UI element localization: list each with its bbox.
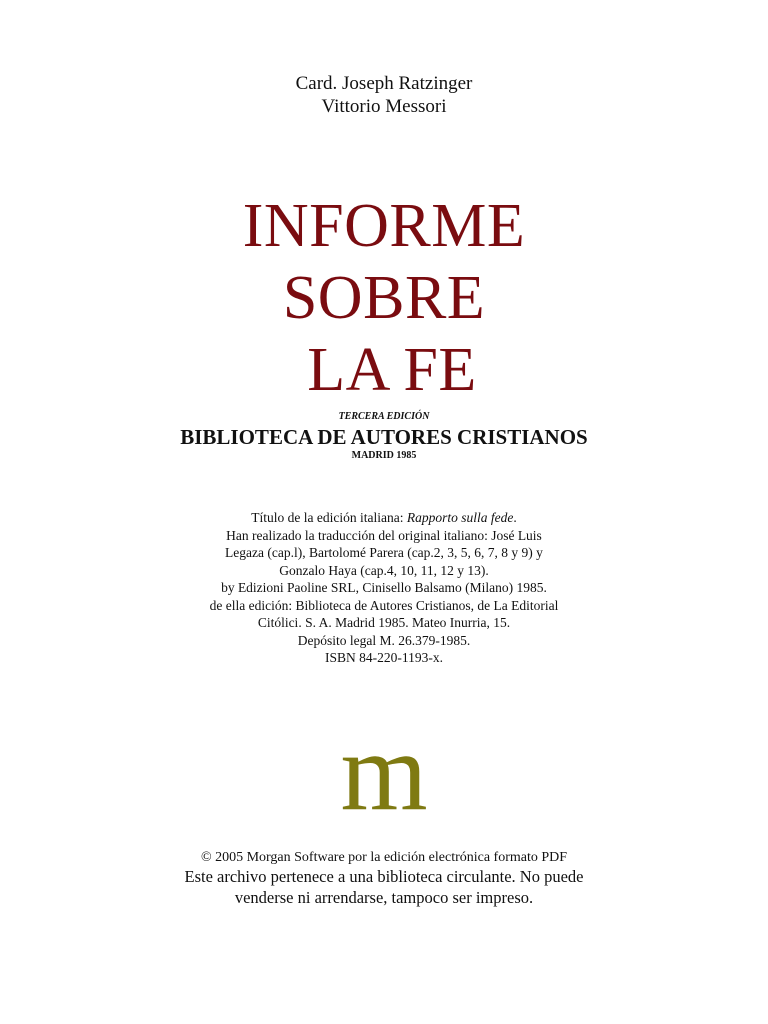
- rights-line: Citólici. S. A. Madrid 1985. Mateo Inurria, 15.: [257, 615, 511, 630]
- translation-line: Gonzalo Haya (cap.4, 10, 11, 12 y 13).: [279, 562, 489, 578]
- copyright-line: venderse ni arrendarse, tampoco ser impreso.: [234, 888, 534, 907]
- isbn: ISBN 84-220-1193-x.: [325, 650, 443, 665]
- translation-line: Legaza (cap.l), Bartolomé Parera (cap.2, 3, 5, 6, 7, 8 y 9) y: [225, 545, 543, 560]
- title-line: SOBRE: [282, 264, 486, 332]
- title-line: INFORME: [242, 192, 526, 260]
- original-title: Rapporto sulla fede: [406, 510, 514, 525]
- copyright-line: Este archivo pertenece a una biblioteca circulante. No puede: [184, 867, 584, 886]
- author-name: Vittorio Messori: [321, 96, 447, 117]
- legal-deposit: Depósito legal M. 26.379-1985.: [297, 632, 471, 648]
- publisher-name: BIBLIOTECA DE AUTORES CRISTIANOS: [180, 425, 588, 449]
- original-title-prefix: Título de la edición italiana:: [251, 510, 407, 525]
- publication-place: MADRID 1985: [351, 450, 417, 461]
- copyright-line: © 2005 Morgan Software por la edición electrónica formato PDF: [200, 850, 568, 865]
- original-title-line: [168, 509, 600, 527]
- book-title: [0, 190, 768, 406]
- publisher-logo: m: [340, 710, 428, 834]
- copyright-notice: [0, 849, 768, 908]
- translation-line: Han realizado la traducción del original italiano: José Luis: [226, 527, 542, 543]
- original-title-suffix: .: [513, 510, 517, 525]
- author-name: Card. Joseph Ratzinger: [295, 73, 473, 94]
- rights-line: de ella edición: Biblioteca de Autores Cristianos, de La Editorial: [209, 597, 559, 613]
- authors-block: [0, 72, 768, 118]
- rights-line: by Edizioni Paoline SRL, Cinisello Balsamo (Milano) 1985.: [221, 580, 547, 595]
- edition-label: TERCERA EDICIÓN: [338, 411, 430, 422]
- credits-block: [168, 509, 600, 667]
- title-line: LA FE: [291, 336, 477, 404]
